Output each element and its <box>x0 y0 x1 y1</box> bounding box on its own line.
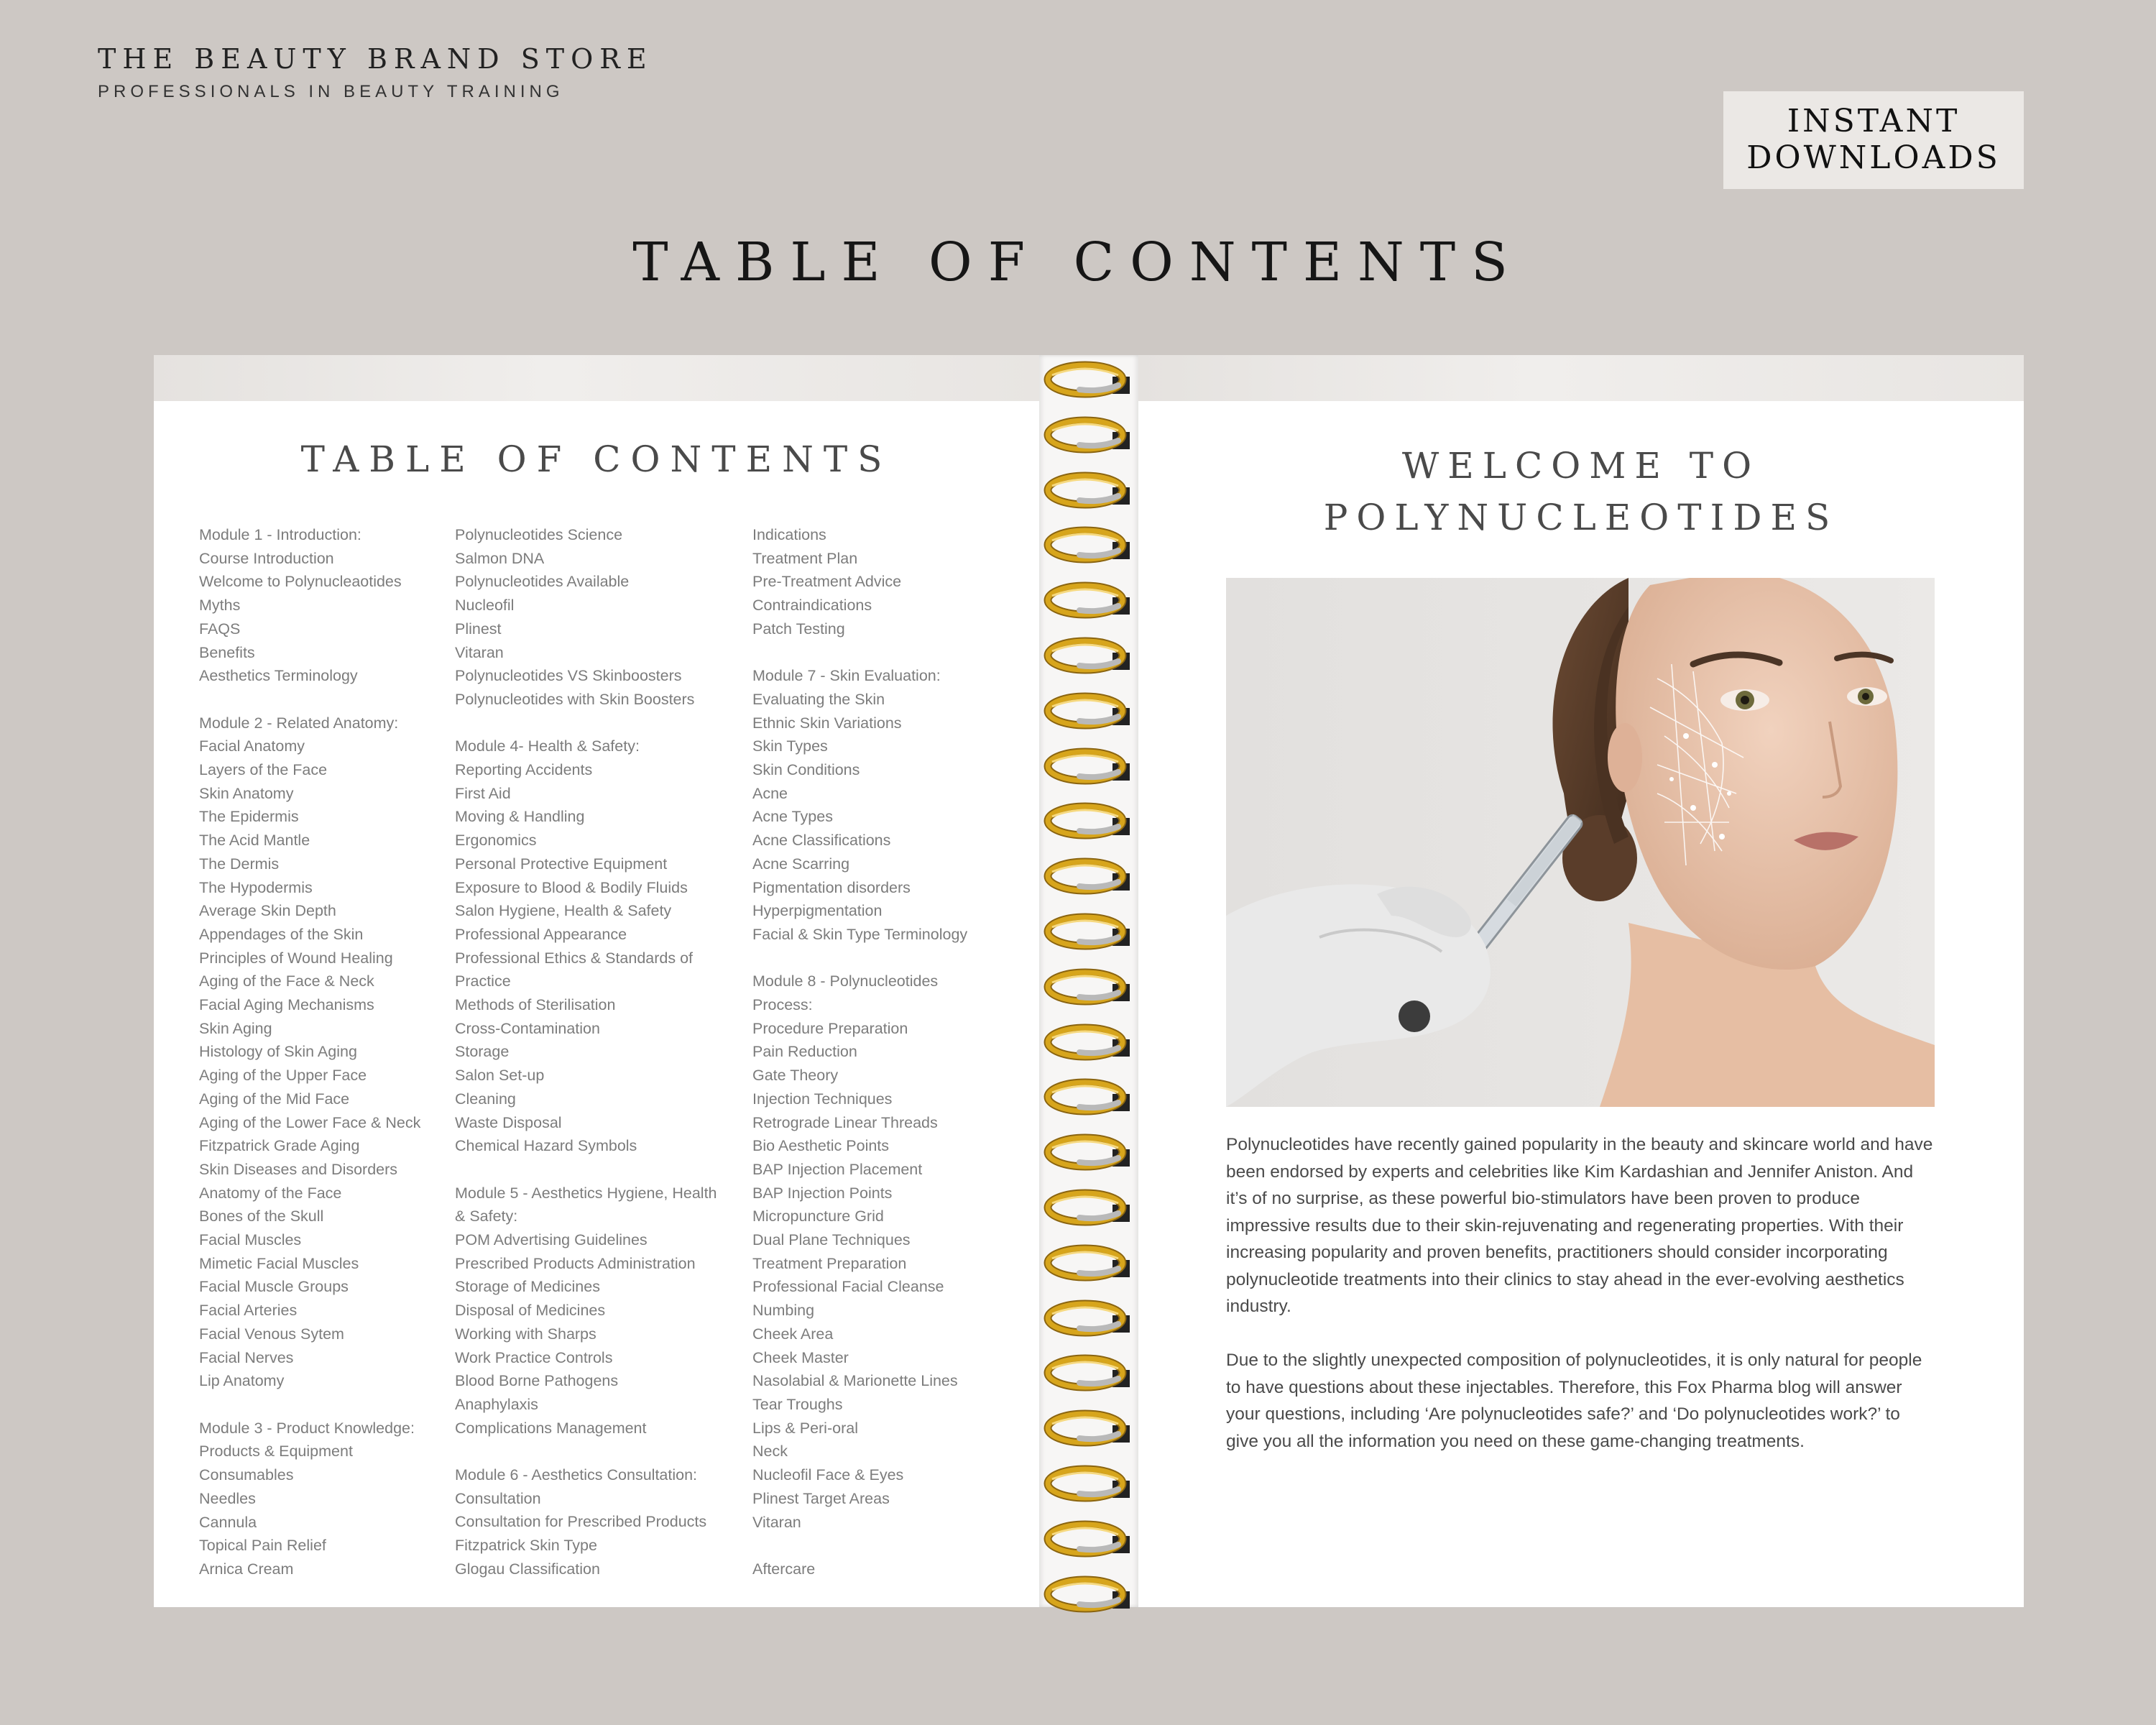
toc-entry: Consumables <box>199 1466 294 1484</box>
intro-paragraph-1: Polynucleotides have recently gained popularity in the beauty and skincare world and have been endorsed by experts and celebrities like Kim Kardashian and Jennifer Aniston. And it’s of no surprise, as these powerful bio-stimulators have been proven to produce impressive results due to their skin-rejuvenating and regenerating properties. With their increasing popularity and proven benefits, practitioners should consider incorporating polynucleotide treatments into their clinics to stay ahead in the ever-evolving aesthetics industry. <box>1226 1135 1933 1316</box>
toc-entry: Arnica Cream <box>199 1560 294 1578</box>
toc-title: TABLE OF CONTENTS <box>300 438 893 480</box>
toc-entry: Histology of Skin Aging <box>199 1043 357 1061</box>
badge-line-2: DOWNLOADS <box>1746 139 2001 176</box>
toc-entry: Cannula <box>199 1513 257 1531</box>
spiral-ring <box>1044 1187 1134 1228</box>
toc-entry: Acne Classifications <box>752 832 891 850</box>
toc-entry: Personal Protective Equipment <box>455 855 668 873</box>
spiral-ring <box>1044 856 1134 896</box>
toc-entry: Disposal of Medicines <box>455 1302 606 1320</box>
toc-entry: Professional Facial Cleanse <box>752 1278 944 1296</box>
welcome-title <box>1138 440 2024 543</box>
toc-entry: Salon Hygiene, Health & Safety <box>455 902 672 920</box>
spiral-ring <box>1044 746 1134 786</box>
toc-entry: First Aid <box>455 784 511 802</box>
toc-entry: Cleaning <box>455 1090 516 1108</box>
toc-entry: Vitaran <box>455 643 504 661</box>
toc-entry: Complications Management <box>455 1419 647 1437</box>
toc-entry: Professional Ethics & Standards of <box>455 949 694 967</box>
toc-entry: Reporting Accidents <box>455 761 593 779</box>
page-top-strip <box>154 355 1039 401</box>
toc-entry: Practice <box>455 972 511 990</box>
toc-entry: Waste Disposal <box>455 1113 562 1131</box>
toc-entry: Pain Reduction <box>752 1043 857 1061</box>
toc-entry: Numbing <box>752 1302 815 1320</box>
page-title: TABLE OF CONTENTS <box>632 231 1524 293</box>
toc-column-2 <box>455 523 717 1581</box>
toc-entry: Vitaran <box>752 1513 801 1531</box>
toc-entry: Nucleofil Face & Eyes <box>752 1466 904 1484</box>
toc-entry: Fitzpatrick Grade Aging <box>199 1137 360 1155</box>
welcome-title-line-2: POLYNUCLEOTIDES <box>1323 497 1839 538</box>
toc-entry: Gate Theory <box>752 1067 839 1085</box>
toc-entry: Anatomy of the Face <box>199 1184 342 1202</box>
toc-entry: Skin Types <box>752 737 828 755</box>
toc-entry: Hyperpigmentation <box>752 902 883 920</box>
toc-entry: Facial Venous Sytem <box>199 1325 344 1343</box>
toc-entry: Aging of the Mid Face <box>199 1090 350 1108</box>
toc-entry: Treatment Plan <box>752 549 858 567</box>
toc-entry: Welcome to Polynucleaotides <box>199 573 402 591</box>
toc-entry: The Epidermis <box>199 808 299 826</box>
toc-entry: Professional Appearance <box>455 925 627 943</box>
toc-module-heading: Module 3 - Product Knowledge: <box>199 1419 415 1437</box>
toc-entry: Facial Muscles <box>199 1231 302 1249</box>
brand-name: THE BEAUTY BRAND STORE <box>98 43 653 75</box>
toc-entry: Plinest Target Areas <box>752 1489 890 1507</box>
toc-entry: Myths <box>199 597 241 615</box>
toc-module-heading: Module 6 - Aesthetics Consultation: <box>455 1466 698 1484</box>
spiral-ring <box>1044 359 1134 400</box>
toc-entry: Moving & Handling <box>455 808 585 826</box>
instant-downloads-badge <box>1723 91 2024 189</box>
spiral-ring <box>1044 801 1134 841</box>
toc-entry: Principles of Wound Healing <box>199 949 393 967</box>
toc-spacer <box>199 688 420 712</box>
toc-entry: Storage <box>455 1043 510 1061</box>
toc-entry: Products & Equipment <box>199 1443 353 1460</box>
toc-entry: Polynucleotides Available <box>455 573 630 591</box>
spiral-ring <box>1044 1022 1134 1062</box>
spiral-ring <box>1044 525 1134 565</box>
page-top-strip <box>1138 355 2024 401</box>
toc-entry: Facial Aging Mechanisms <box>199 996 374 1014</box>
toc-module-heading: Module 7 - Skin Evaluation: <box>752 667 941 685</box>
toc-entry: Facial Nerves <box>199 1348 294 1366</box>
toc-entry: Plinest <box>455 620 502 638</box>
toc-entry: Acne <box>752 784 788 802</box>
toc-entry: & Safety: <box>455 1208 518 1225</box>
left-page <box>154 355 1039 1607</box>
toc-entry: Consultation <box>455 1489 541 1507</box>
intro-text <box>1226 1131 1935 1482</box>
toc-spacer <box>199 1393 420 1417</box>
toc-entry: Ethnic Skin Variations <box>752 714 902 732</box>
spiral-ring <box>1044 635 1134 676</box>
toc-entry: Ergonomics <box>455 832 537 850</box>
toc-entry: Facial Anatomy <box>199 737 305 755</box>
toc-entry: Treatment Preparation <box>752 1254 907 1272</box>
toc-entry: The Acid Mantle <box>199 832 310 850</box>
toc-entry: Evaluating the Skin <box>752 690 885 708</box>
toc-module-heading: Module 8 - Polynucleotides <box>752 972 939 990</box>
toc-column-1 <box>199 523 420 1581</box>
toc-entry: BAP Injection Placement <box>752 1160 923 1178</box>
toc-entry: Anaphylaxis <box>455 1395 538 1413</box>
toc-entry: Chemical Hazard Symbols <box>455 1137 637 1155</box>
toc-entry: Aging of the Face & Neck <box>199 972 374 990</box>
toc-entry: Aesthetics Terminology <box>199 667 358 685</box>
toc-entry: Facial Muscle Groups <box>199 1278 349 1296</box>
toc-column-3 <box>752 523 967 1581</box>
toc-entry: Cheek Area <box>752 1325 834 1343</box>
toc-entry: Consultation for Prescribed Products <box>455 1513 707 1531</box>
welcome-title-line-1: WELCOME TO <box>1401 445 1761 487</box>
toc-entry: POM Advertising Guidelines <box>455 1231 648 1249</box>
toc-entry: BAP Injection Points <box>752 1184 893 1202</box>
toc-module-heading: Module 4- Health & Safety: <box>455 737 640 755</box>
toc-entry: Aging of the Lower Face & Neck <box>199 1113 421 1131</box>
treatment-photo <box>1226 578 1935 1107</box>
toc-entry: Dual Plane Techniques <box>752 1231 911 1249</box>
toc-entry: Benefits <box>199 643 255 661</box>
toc-entry: Patch Testing <box>752 620 845 638</box>
toc-entry: Bones of the Skull <box>199 1208 324 1225</box>
toc-entry: Course Introduction <box>199 549 334 567</box>
toc-entry: Exposure to Blood & Bodily Fluids <box>455 878 688 896</box>
spiral-binding <box>1039 355 1138 1607</box>
spiral-ring <box>1044 1077 1134 1117</box>
toc-entry: The Hypodermis <box>199 878 313 896</box>
toc-entry: Mimetic Facial Muscles <box>199 1254 359 1272</box>
toc-entry: Needles <box>199 1489 256 1507</box>
spiral-ring <box>1044 911 1134 952</box>
toc-module-heading: Module 5 - Aesthetics Hygiene, Health <box>455 1184 717 1202</box>
spiral-ring <box>1044 1353 1134 1393</box>
spiral-ring <box>1044 1132 1134 1172</box>
spiral-ring <box>1044 1574 1134 1614</box>
toc-entry: Bio Aesthetic Points <box>752 1137 890 1155</box>
toc-entry: Topical Pain Relief <box>199 1537 326 1555</box>
toc-entry: Working with Sharps <box>455 1325 596 1343</box>
toc-spacer <box>752 947 967 970</box>
toc-entry: Contraindications <box>752 597 872 615</box>
toc-entry: Polynucleotides Science <box>455 526 623 543</box>
toc-entry: Cheek Master <box>752 1348 849 1366</box>
spiral-ring <box>1044 415 1134 455</box>
toc-entry: Process: <box>752 996 813 1014</box>
spiral-ring <box>1044 1408 1134 1448</box>
toc-spacer <box>752 641 967 665</box>
toc-entry: Glogau Classification <box>455 1560 600 1578</box>
toc-entry: Appendages of the Skin <box>199 925 364 943</box>
toc-entry: Prescribed Products Administration <box>455 1254 696 1272</box>
toc-entry: Methods of Sterilisation <box>455 996 616 1014</box>
toc-entry: Acne Scarring <box>752 855 850 873</box>
spiral-ring <box>1044 470 1134 510</box>
toc-entry: Storage of Medicines <box>455 1278 600 1296</box>
spiral-ring <box>1044 691 1134 731</box>
toc-entry: Retrograde Linear Threads <box>752 1113 938 1131</box>
toc-spacer <box>455 1158 717 1182</box>
spiral-ring <box>1044 1519 1134 1559</box>
spiral-ring <box>1044 580 1134 620</box>
toc-entry: Aftercare <box>752 1560 816 1578</box>
toc-entry: Neck <box>752 1443 788 1460</box>
spiral-ring <box>1044 1298 1134 1338</box>
toc-spacer <box>455 1440 717 1463</box>
toc-entry: Tear Troughs <box>752 1395 843 1413</box>
spiral-ring <box>1044 1243 1134 1283</box>
right-page <box>1138 355 2024 1607</box>
toc-entry: Cross-Contamination <box>455 1019 600 1037</box>
spiral-ring <box>1044 1463 1134 1504</box>
toc-entry: Lip Anatomy <box>199 1372 285 1390</box>
toc-entry: Indications <box>752 526 826 543</box>
toc-entry: Pigmentation disorders <box>752 878 911 896</box>
toc-entry: Skin Aging <box>199 1019 272 1037</box>
toc-entry: The Dermis <box>199 855 280 873</box>
toc-entry: Polynucleotides VS Skinboosters <box>455 667 682 685</box>
treatment-photo-illustration <box>1226 578 1935 1107</box>
toc-entry: Work Practice Controls <box>455 1348 613 1366</box>
toc-entry: Skin Diseases and Disorders <box>199 1160 398 1178</box>
toc-entry: Injection Techniques <box>752 1090 893 1108</box>
toc-entry: Lips & Peri-oral <box>752 1419 858 1437</box>
brand-tagline: PROFESSIONALS IN BEAUTY TRAINING <box>98 82 564 101</box>
toc-entry: Nasolabial & Marionette Lines <box>752 1372 958 1390</box>
toc-entry: Nucleofil <box>455 597 515 615</box>
toc-module-heading: Module 1 - Introduction: <box>199 526 361 543</box>
toc-entry: Aging of the Upper Face <box>199 1067 367 1085</box>
toc-entry: Procedure Preparation <box>752 1019 908 1037</box>
toc-module-heading: Module 2 - Related Anatomy: <box>199 714 399 732</box>
intro-paragraph-2: Due to the slightly unexpected composition of polynucleotides, it is only natural for people to have questions about these injectables. Therefore, this Fox Pharma blog will answer your questions, including ‘Are polynucleotides safe?’ and ‘Do polynucleotides work?’ to give you all the information you need on these game-changing treatments. <box>1226 1351 1922 1451</box>
toc-entry: Skin Conditions <box>752 761 860 779</box>
toc-entry: Blood Borne Pathogens <box>455 1372 619 1390</box>
toc-entry: Salmon DNA <box>455 549 545 567</box>
toc-entry: Pre-Treatment Advice <box>752 573 902 591</box>
toc-entry: Facial Arteries <box>199 1302 298 1320</box>
toc-entry: FAQS <box>199 620 241 638</box>
spiral-ring <box>1044 967 1134 1007</box>
toc-entry: Average Skin Depth <box>199 902 336 920</box>
badge-line-1: INSTANT <box>1787 103 1961 140</box>
brand-header <box>98 43 653 102</box>
toc-entry: Salon Set-up <box>455 1067 545 1085</box>
toc-entry: Polynucleotides with Skin Boosters <box>455 690 695 708</box>
toc-entry: Micropuncture Grid <box>752 1208 884 1225</box>
toc-spacer <box>455 712 717 735</box>
toc-spacer <box>752 1534 967 1558</box>
toc-entry: Layers of the Face <box>199 761 328 779</box>
toc-entry: Acne Types <box>752 808 833 826</box>
toc-entry: Facial & Skin Type Terminology <box>752 925 968 943</box>
toc-entry: Skin Anatomy <box>199 784 294 802</box>
toc-entry: Fitzpatrick Skin Type <box>455 1537 597 1555</box>
